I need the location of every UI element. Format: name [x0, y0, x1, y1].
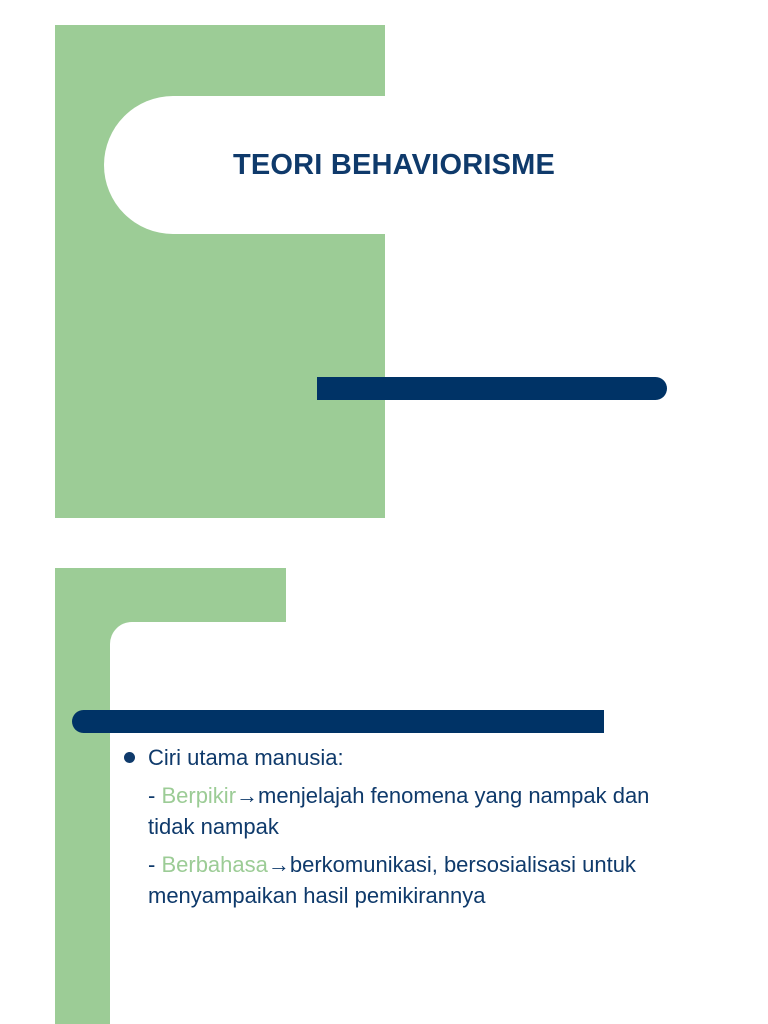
slide1-accent-bar	[317, 377, 667, 400]
sub-item-berbahasa	[148, 849, 684, 911]
sub-item-berpikir	[148, 780, 684, 842]
sub-item-term: Berbahasa	[161, 852, 268, 877]
sub-item-dash: -	[148, 852, 162, 877]
sub-item-description: berkomunikasi, bersosialisasi untuk menyampaikan hasil pemikirannya	[148, 852, 636, 908]
bullet-dot-icon	[124, 752, 135, 763]
arrow-right-icon: →	[267, 852, 290, 877]
slide1-title: TEORI BEHAVIORISME	[232, 148, 556, 181]
sub-item-dash: -	[148, 783, 162, 808]
arrow-right-icon: →	[236, 783, 259, 808]
slide2-body	[124, 742, 684, 911]
sub-item-term: Berpikir	[161, 783, 237, 808]
bullet-text: Ciri utama manusia:	[148, 745, 344, 770]
bullet-item	[124, 742, 684, 773]
slide2-accent-bar	[72, 710, 604, 733]
sub-item-description: menjelajah fenomena yang nampak dan tidak nampak	[148, 783, 650, 839]
